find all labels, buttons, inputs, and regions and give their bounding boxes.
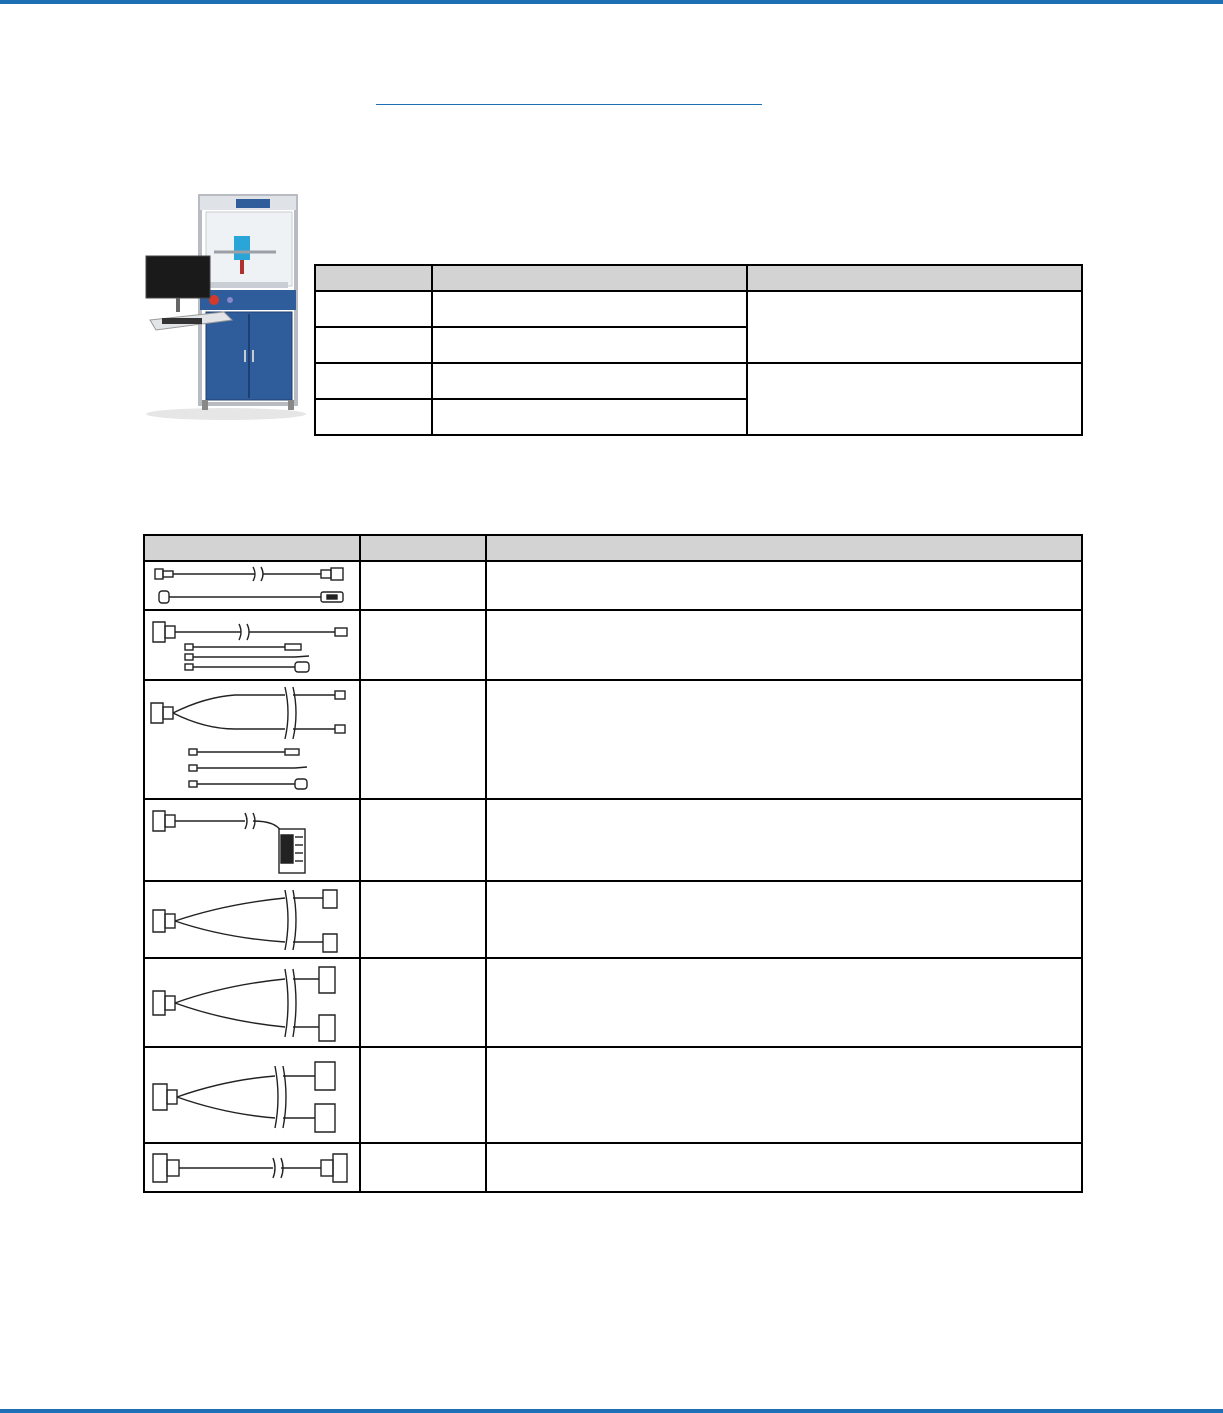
part-number-cell <box>360 799 486 881</box>
spec-header-cell <box>315 265 432 291</box>
table-row <box>144 1143 1082 1192</box>
cable-image-cell <box>144 680 360 799</box>
spec-cell-merged <box>747 363 1082 435</box>
part-number-cell <box>360 1047 486 1143</box>
y-cable-with-leads-icon <box>145 683 357 797</box>
bottom-rule <box>0 1409 1223 1413</box>
cable-table-header <box>144 535 1082 561</box>
spec-cell <box>432 399 747 435</box>
spec-cell <box>432 363 747 399</box>
cable-image-cell <box>144 881 360 958</box>
cable-image-cell <box>144 1047 360 1143</box>
cable-image-cell <box>144 1143 360 1192</box>
description-cell <box>486 958 1082 1047</box>
table-row <box>144 881 1082 958</box>
table-row <box>144 799 1082 881</box>
part-number-cell <box>360 958 486 1047</box>
table-row <box>315 291 1082 327</box>
part-number-cell <box>360 881 486 958</box>
table-row <box>315 363 1082 399</box>
top-rule <box>0 0 1223 4</box>
spec-cell <box>315 291 432 327</box>
spec-cell <box>315 327 432 363</box>
spec-cell <box>315 399 432 435</box>
description-cell <box>486 799 1082 881</box>
description-cell <box>486 610 1082 680</box>
y-split-db-cable-large-icon <box>145 1050 357 1140</box>
cable-image-cell <box>144 958 360 1047</box>
description-cell <box>486 881 1082 958</box>
y-split-db-cable-medium-icon <box>145 961 357 1045</box>
spec-cell <box>432 291 747 327</box>
part-number-cell <box>360 1143 486 1192</box>
cable-header-cell <box>360 535 486 561</box>
dispensing-workstation-image <box>136 190 308 422</box>
description-cell <box>486 1047 1082 1143</box>
spec-table <box>314 264 1083 436</box>
part-number-cell <box>360 561 486 610</box>
straight-db-cable-icon <box>145 1146 357 1190</box>
table-row <box>144 680 1082 799</box>
spec-cell-merged <box>747 291 1082 363</box>
part-number-cell <box>360 680 486 799</box>
cable-image-cell <box>144 610 360 680</box>
spec-cell <box>315 363 432 399</box>
cable-image-cell <box>144 799 360 881</box>
table-row <box>144 958 1082 1047</box>
hyperlink-underline[interactable] <box>376 104 762 105</box>
cable-header-cell <box>486 535 1082 561</box>
table-row <box>144 610 1082 680</box>
description-cell <box>486 1143 1082 1192</box>
table-row <box>144 1047 1082 1143</box>
spec-cell <box>432 327 747 363</box>
cable-table <box>143 534 1083 1193</box>
part-number-cell <box>360 610 486 680</box>
table-row <box>144 561 1082 610</box>
y-split-db-cable-small-icon <box>145 884 357 956</box>
db-to-terminal-block-cable-icon <box>145 801 357 879</box>
two-cables-icon <box>145 563 357 609</box>
description-cell <box>486 561 1082 610</box>
db-connector-multi-lead-cable-icon <box>145 612 357 678</box>
spec-table-header <box>315 265 1082 291</box>
cable-image-cell <box>144 561 360 610</box>
spec-header-cell <box>432 265 747 291</box>
description-cell <box>486 680 1082 799</box>
spec-header-cell <box>747 265 1082 291</box>
cable-header-cell <box>144 535 360 561</box>
